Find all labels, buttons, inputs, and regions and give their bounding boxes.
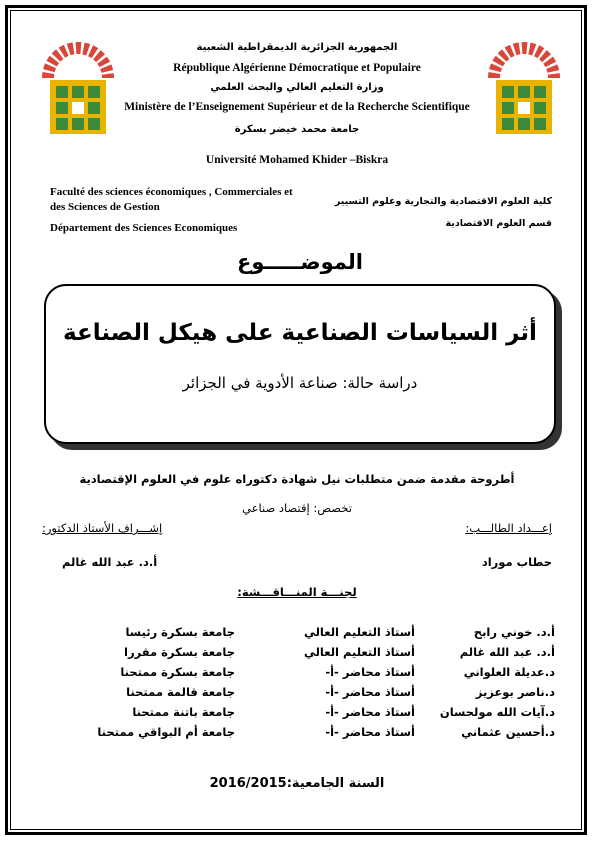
academic-year-value: 2016/2015: [209, 776, 287, 791]
member-role: جامعة بسكرة مقررا: [124, 645, 235, 659]
member-name: د.آيات الله مولحسان: [439, 705, 555, 719]
faculty-french-line1: Faculté des sciences économiques , Commerciales et: [50, 186, 293, 198]
committee-label: لجنـــة المنـــاقـــشة:: [237, 585, 357, 599]
academic-year: [0, 776, 594, 791]
title-box: [44, 284, 556, 444]
member-rank: أستاذ محاضر -أ-: [325, 685, 415, 699]
specialty: تخصص: إقتصاد صناعي: [242, 501, 352, 515]
committee-row: [40, 685, 555, 703]
committee-row: [40, 625, 555, 643]
member-role: جامعة بسكرة ممتحنا: [120, 665, 235, 679]
republic-french: République Algérienne Démocratique et Populaire: [173, 62, 421, 74]
member-rank: أستاذ التعليم العالي: [303, 645, 415, 659]
thesis-title: أثر السياسات الصناعية على هيكل الصناعة: [63, 320, 537, 346]
member-role: جامعة باتنة ممتحنا: [132, 705, 235, 719]
department-arabic: قسم العلوم الاقتصادية: [445, 218, 552, 229]
committee-row: [40, 705, 555, 723]
academic-year-label: السنة الجامعية:: [286, 776, 385, 791]
member-role: جامعة أم البواقي ممتحنا: [97, 725, 235, 739]
department-french: Département des Sciences Economiques: [50, 222, 238, 234]
student-name: حطاب موراد: [481, 555, 552, 569]
university-arabic: جامعة محمد خيضر بسكرة: [234, 124, 360, 135]
faculty-french-line2: des Sciences de Gestion: [50, 201, 160, 213]
faculty-arabic: كلية العلوم الاقتصادية والتجارية وعلوم التسيير: [334, 196, 552, 207]
member-role: جامعة بسكرة رئيسا: [125, 625, 235, 639]
topic-label: الموضـــــوع: [236, 250, 364, 274]
ministry-arabic: وزارة التعليم العالي والبحث العلمي: [210, 82, 384, 93]
thesis-subtitle: دراسة حالة: صناعة الأدوية في الجزائر: [182, 374, 418, 392]
member-name: أ.د. عبد الله غالم: [459, 645, 555, 659]
member-name: أ.د. خوني رابح: [473, 625, 555, 639]
supervisor-name: أ.د. عبد الله غالم: [62, 555, 158, 569]
student-label: إعـــداد الطالـــب:: [465, 521, 552, 535]
member-rank: أستاذ محاضر -أ-: [325, 705, 415, 719]
thesis-description: أطروحة مقدمة ضمن متطلبات نيل شهادة دكتوراه علوم في العلوم الإقتصادية: [79, 472, 515, 486]
ministry-french: Ministère de l’Enseignement Supérieur et de la Recherche Scientifique: [124, 101, 470, 113]
university-french: Université Mohamed Khider –Biskra: [205, 154, 389, 166]
committee-row: [40, 725, 555, 743]
member-name: د.أحسين عثماني: [461, 725, 555, 739]
member-rank: أستاذ التعليم العالي: [303, 625, 415, 639]
republic-arabic: الجمهورية الجزائرية الديمقراطية الشعبية: [196, 42, 398, 53]
supervisor-label: إشـــراف الأستاذ الدكتور:: [42, 521, 163, 535]
committee-row: [40, 645, 555, 663]
member-rank: أستاذ محاضر -أ-: [325, 665, 415, 679]
member-role: جامعة قالمة ممتحنا: [126, 685, 235, 699]
member-rank: أستاذ محاضر -أ-: [325, 725, 415, 739]
committee-row: [40, 665, 555, 683]
member-name: د.عديلة العلواني: [463, 665, 555, 679]
member-name: د.ناصر بوعزيز: [475, 685, 555, 699]
